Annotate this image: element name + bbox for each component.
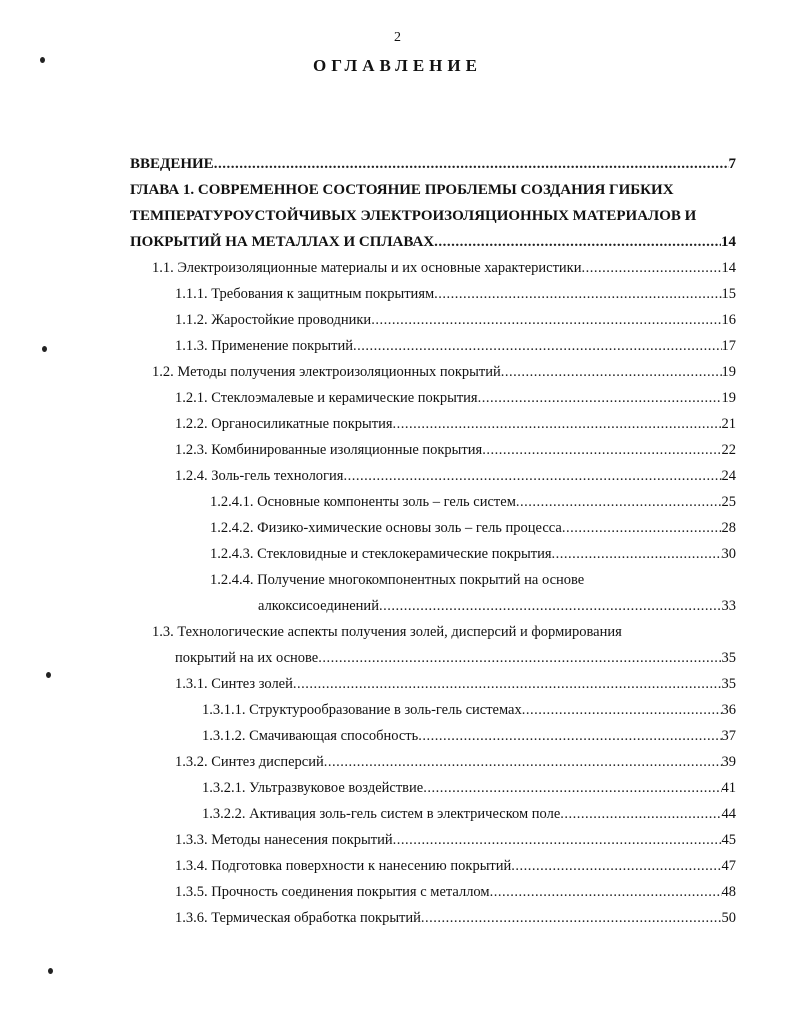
toc-entry-text: 1.2. Методы получения электроизоляционных покрытий xyxy=(152,364,501,380)
dot-leader xyxy=(214,154,729,174)
toc-entry-page: 33 xyxy=(721,598,736,614)
toc-entry-page: 30 xyxy=(721,546,736,562)
toc-entry-page: 36 xyxy=(721,702,736,718)
toc-entry-page: 21 xyxy=(721,416,736,432)
toc-entry-text: 1.2.3. Комбинированные изоляционные покрытия xyxy=(175,442,483,458)
toc-entry-text: 1.1.3. Применение покрытий xyxy=(175,338,354,354)
toc-entry-1-2-4-1[interactable] xyxy=(210,492,736,512)
toc-entry-page: 22 xyxy=(721,442,736,458)
toc-entry-page: 35 xyxy=(721,676,736,692)
dot-leader xyxy=(482,440,721,460)
toc-entry-1-1-3[interactable] xyxy=(175,336,736,356)
toc-entry-page: 19 xyxy=(721,390,736,406)
dot-leader xyxy=(490,882,722,902)
toc-entry-text: 1.2.1. Стеклоэмалевые и керамические покрытия xyxy=(175,390,478,406)
dot-leader xyxy=(371,310,721,330)
dot-leader xyxy=(423,778,721,798)
toc-entry-1-3-4[interactable] xyxy=(175,856,736,876)
margin-dot xyxy=(46,672,51,678)
toc-entry-1-2-4-4[interactable] xyxy=(258,596,736,616)
toc-entry-1-3-2-2[interactable] xyxy=(202,804,736,824)
page-title: ОГЛАВЛЕНИЕ xyxy=(313,56,482,75)
toc-entry-page: 25 xyxy=(721,494,736,510)
toc-entry-page: 41 xyxy=(721,780,736,796)
toc-entry-1-2-4-3[interactable] xyxy=(210,544,736,564)
toc-entry-text: 1.3.4. Подготовка поверхности к нанесению покрытий xyxy=(175,858,512,874)
dot-leader xyxy=(434,284,721,304)
toc-entry-text: 1.2.4. Золь-гель технология xyxy=(175,468,344,484)
dot-leader xyxy=(353,336,721,356)
toc-entry-1-1[interactable] xyxy=(152,258,736,278)
toc-entry-1-2-4[interactable] xyxy=(175,466,736,486)
toc-entry-page: 15 xyxy=(721,286,736,302)
toc-entry-1-3-2[interactable] xyxy=(175,752,736,772)
toc-entry-1-2-3[interactable] xyxy=(175,440,736,460)
dot-leader xyxy=(478,388,722,408)
toc-entry-page: 14 xyxy=(721,260,736,276)
toc-entry-text: 1.3.1.2. Смачивающая способность xyxy=(202,728,419,744)
toc-entry-page: 28 xyxy=(721,520,736,536)
toc-entry-text: ПОКРЫТИЙ НА МЕТАЛЛАХ И СПЛАВАХ xyxy=(130,234,435,250)
dot-leader xyxy=(516,492,722,512)
toc-entry-text: 1.3.1. Синтез золей xyxy=(175,676,293,692)
margin-dot xyxy=(48,968,53,974)
toc-entry-1-1-2[interactable] xyxy=(175,310,736,330)
toc-entry-page: 7 xyxy=(728,156,736,172)
toc-entry-1-1-1[interactable] xyxy=(175,284,736,304)
toc-entry-text: 1.2.4.3. Стекловидные и стеклокерамические покрытия xyxy=(210,546,552,562)
toc-entry-text: 1.1. Электроизоляционные материалы и их основные характеристики xyxy=(152,260,582,276)
toc-entry-text: 1.3.2. Синтез дисперсий xyxy=(175,754,324,770)
toc-entry-1-2-2[interactable] xyxy=(175,414,736,434)
toc-entry-text: 1.1.2. Жаростойкие проводники xyxy=(175,312,372,328)
dot-leader xyxy=(511,856,721,876)
dot-leader xyxy=(562,518,722,538)
toc-chapter1-line1[interactable]: ГЛАВА 1. СОВРЕМЕННОЕ СОСТОЯНИЕ ПРОБЛЕМЫ СОЗДАНИЯ ГИБКИХ xyxy=(130,182,674,198)
margin-dot xyxy=(40,57,45,63)
toc-entry-chapter1[interactable] xyxy=(130,232,736,252)
dot-leader xyxy=(343,466,721,486)
margin-dot xyxy=(42,346,47,352)
toc-chapter1-line2[interactable]: ТЕМПЕРАТУРОУСТОЙЧИВЫХ ЭЛЕКТРОИЗОЛЯЦИОННЫХ МАТЕРИАЛОВ И xyxy=(130,208,697,224)
toc-entry-text: покрытий на их основе xyxy=(175,650,319,666)
toc-entry-text: 1.3.3. Методы нанесения покрытий xyxy=(175,832,393,848)
toc-entry-1-3[interactable] xyxy=(175,648,736,668)
toc-entry-text: 1.3.2.2. Активация золь-гель систем в электрическом поле xyxy=(202,806,561,822)
toc-entry-1-3-line1[interactable]: 1.3. Технологические аспекты получения золей, дисперсий и формирования xyxy=(152,624,622,640)
toc-entry-text: алкоксисоединений xyxy=(258,598,379,614)
dot-leader xyxy=(393,414,722,434)
dot-leader xyxy=(293,674,722,694)
toc-entry-text: 1.2.2. Органосиликатные покрытия xyxy=(175,416,393,432)
dot-leader xyxy=(418,726,721,746)
dot-leader xyxy=(522,700,722,720)
toc-entry-page: 19 xyxy=(721,364,736,380)
toc-entry-text: 1.1.1. Требования к защитным покрытиям xyxy=(175,286,435,302)
toc-entry-text: 1.3.2.1. Ультразвуковое воздействие xyxy=(202,780,424,796)
toc-entry-page: 39 xyxy=(721,754,736,770)
toc-entry-page: 16 xyxy=(721,312,736,328)
toc-entry-page: 37 xyxy=(721,728,736,744)
toc-entry-page: 24 xyxy=(721,468,736,484)
toc-entry-1-2-1[interactable] xyxy=(175,388,736,408)
toc-entry-text: 1.3.1.1. Структурообразование в золь-гель системах xyxy=(202,702,522,718)
toc-entry-1-2-4-2[interactable] xyxy=(210,518,736,538)
toc-entry-page: 47 xyxy=(721,858,736,874)
dot-leader xyxy=(552,544,722,564)
toc-entry-page: 17 xyxy=(721,338,736,354)
page-number: 2 xyxy=(394,30,401,45)
toc-entry-1-3-1-2[interactable] xyxy=(202,726,736,746)
dot-leader xyxy=(393,830,722,850)
toc-entry-page: 50 xyxy=(721,910,736,926)
dot-leader xyxy=(324,752,722,772)
dot-leader xyxy=(581,258,721,278)
toc-entry-text: 1.2.4.2. Физико-химические основы золь – гель процесса xyxy=(210,520,562,536)
toc-entry-1-3-1[interactable] xyxy=(175,674,736,694)
toc-entry-page: 35 xyxy=(721,650,736,666)
dot-leader xyxy=(379,596,722,616)
toc-entry-text: 1.3.5. Прочность соединения покрытия с металлом xyxy=(175,884,490,900)
toc-entry-1-3-3[interactable] xyxy=(175,830,736,850)
dot-leader xyxy=(318,648,721,668)
dot-leader xyxy=(434,232,721,252)
dot-leader xyxy=(560,804,721,824)
toc-entry-1-3-6[interactable] xyxy=(175,908,736,928)
toc-entry-1-3-2-1[interactable] xyxy=(202,778,736,798)
toc-entry-1-2[interactable] xyxy=(152,362,736,382)
toc-entry-intro[interactable] xyxy=(130,154,736,174)
toc-entry-text: 1.3.6. Термическая обработка покрытий xyxy=(175,910,421,926)
dot-leader xyxy=(501,362,722,382)
toc-entry-1-2-4-4-line1[interactable]: 1.2.4.4. Получение многокомпонентных покрытий на основе xyxy=(210,572,585,588)
toc-entry-page: 45 xyxy=(721,832,736,848)
toc-entry-page: 44 xyxy=(721,806,736,822)
toc-entry-page: 48 xyxy=(721,884,736,900)
toc-entry-1-3-5[interactable] xyxy=(175,882,736,902)
toc-entry-text: 1.2.4.1. Основные компоненты золь – гель систем xyxy=(210,494,516,510)
toc-entry-page: 14 xyxy=(721,234,736,250)
toc-entry-1-3-1-1[interactable] xyxy=(202,700,736,720)
toc-entry-text: ВВЕДЕНИЕ xyxy=(130,156,214,172)
dot-leader xyxy=(421,908,722,928)
